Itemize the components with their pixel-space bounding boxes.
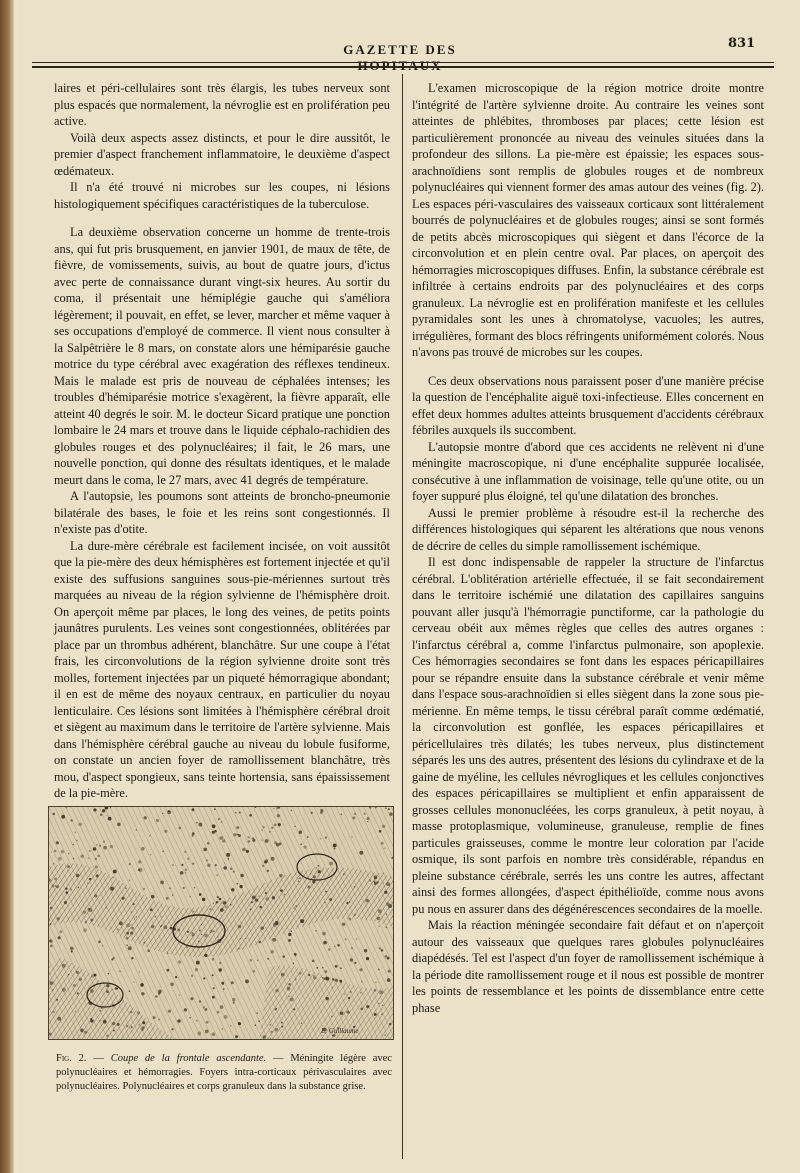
- running-title: GAZETTE DES HOPITAUX: [343, 42, 457, 73]
- histology-engraving: [49, 807, 393, 1039]
- engraver-signature: E. Guillaume: [321, 1027, 359, 1035]
- caption-label: Fig. 2. —: [56, 1053, 104, 1064]
- header-rule-bottom: [32, 66, 774, 68]
- paragraph: La dure-mère cérébrale est facilement incisée, on voit aussitôt que la pie-mère des deux hémisphères est fortement injectée et qu'il existe des suffusions sanguines sous-pie-mériennes surtout très marquées au niveau de la région sylvienne de l'hémisphère droit. On aperçoit même par places, le long des veines, de petits points jaunâtres purulents. Les veines sont congestionnées, oblitérées par place par un thrombus adhérent, blanchâtre. Sur une coupe à l'état frais, les circonvolutions de la région sylvienne droite sont très molles, fortement injectées par un piqueté hémorragique abondant; il en est de même des noyaux centraux, en particulier du noyau lenticulaire. Ces lésions sont limitées à l'hémisphère cérébral droit et siègent au maximum dans le territoire de l'artère sylvienne. Mais dans l'hémisphère cérébral gauche au niveau du lobule fusiforme, on constate un ancien foyer de ramollissement blanchâtre, très mou, d'aspect spongieux, sans teinte hortensia, sans épaississement de la pie-mère.: [54, 538, 390, 800]
- paragraph: Il est donc indispensable de rappeler la structure de l'infarctus cérébral. L'oblitération artérielle effectuée, il se fait secondairement dans le territoire ischémié une dilatation des capillaires sanguins pouvant aller jusqu'à l'hémorragie punctiforme, car la pathologie du cerveau obéit aux mêmes règles que celles des autres organes : l'infarctus cérébral a, comme l'infarctus pulmonaire, son apoplexie. Ces hémorragies secondaires se font dans les espaces péricapillaires pour se répandre ensuite dans la substance cérébrale et venir même dans l'espace sous-arachnoïdien si elles siègent dans la zone sous pie-mérienne. En même temps, le tissu cérébral paraît comme œdématié, la circonvolution est gonflée, les espaces péricapillaires et péricellulaires très dilatés; les tubes nerveux, plus distinctement séparés les uns des autres, présentent des lésions du cylindraxe et de la gaine de myéline, les cellules névrogliques et les cellules conjonctives des espaces péricapillaires se multiplient et enfin apparaissent de grosses cellules mononucléées, les corps granuleux, à petit noyau, à masse protoplasmique, volumineuse, granuleuse, remplie de fines particules graisseuses, comme le montre leur coloration par l'acide osmique, ils sont parfois en nombre très considérable, répandus en pleine substance cérébrale, serrés les uns contre les autres, affectant ainsi des formes allongées, d'aspect épithélioïde, comme nous avons pu nous en assurer dans des dégénérescences secondaires de la moelle.: [412, 555, 764, 916]
- figure-caption: [56, 1052, 392, 1094]
- paragraph: Il n'a été trouvé ni microbes sur les coupes, ni lésions histologiquement spécifiques caractéristiques de la tuberculose.: [54, 180, 390, 211]
- paragraph: L'autopsie montre d'abord que ces accidents ne relèvent ni d'une méningite macroscopique, ni d'une encéphalite suppurée localisée, consécutive à une inflammation de voisinage, telle qu'une otite, ou un foyer suppuré plus éloigné, tel qu'une dilatation des bronches.: [412, 439, 764, 503]
- histology-figure: [48, 806, 394, 1040]
- caption-title: Coupe de la frontale ascendante.: [110, 1053, 267, 1064]
- left-column: [54, 80, 390, 802]
- paragraph: Aussi le premier problème à résoudre est-il la recherche des différences histologiques qui séparent les altérations que nous venons de décrire de celles du simple ramollissement ischémique.: [412, 505, 764, 553]
- book-binding-edge: [0, 0, 14, 1173]
- caption-text: — Méningite légère avec polynucléaires et hémorragies. Foyers intra-corticaux périvasculaires avec polynucléaires. Polynucléaires et corps granuleux dans la substance grise.: [56, 1053, 393, 1092]
- paragraph: La deuxième observation concerne un homme de trente-trois ans, qui fut pris brusquement, en janvier 1901, de maux de tête, de fièvre, de vomissements, suivis, au bout de quatre jours, d'ictus avec perte de connaissance durant vingt-six heures. Au sortir du coma, il présentait une hémiplégie gauche qui s'améliora légèrement; il pouvait, en effet, se lever, marcher et même vaquer à ses occupations d'employé de commerce. Il vient nous consulter à la Salpêtrière le 8 mars, on constate alors une hémiparésie gauche motrice du type cérébral avec exagération des réflexes tendineux. Mais le malade est pris de nouveau de céphalées intenses; les troubles d'hémiparésie motrice s'exagèrent, la fièvre apparaît, elle atteint 40 degrés le soir. M. le docteur Sicard pratique une ponction lombaire le 24 mars et trouve dans le liquide céphalo-rachidien des globules rouges et des polynucléaires; il fait, le 26 mars, une nouvelle ponction, qui donne des résultats identiques, et le malade meurt dans le coma, le 27 mars, avec 41 degrés de température.: [54, 225, 390, 487]
- page-number: 831: [728, 36, 756, 51]
- paragraph: Mais la réaction méningée secondaire fait défaut et on n'aperçoit autour des vaisseaux que quelques rares globules polynucléaires diapédésés. Tel est l'aspect d'un foyer de ramollissement ischémique à la période dite ramollissement rouge et il nous est possible de montrer les points de ressemblance et les points de dissemblance entre cette phase: [412, 918, 764, 1015]
- column-divider: [402, 74, 403, 1159]
- header-rule-top: [32, 62, 774, 63]
- paragraph: A l'autopsie, les poumons sont atteints de broncho-pneumonie bilatérale des bases, le foie et les reins sont congestionnés. Il n'existe pas d'otite.: [54, 489, 390, 536]
- paragraph: Ces deux observations nous paraissent poser d'une manière précise la question de l'encéphalite aiguë toxi-infectieuse. Elles concernent en effet deux hommes adultes atteints brusquement d'accidents cérébraux fébriles auxquels ils succombent.: [412, 373, 764, 437]
- paragraph: laires et péri-cellulaires sont très élargis, les tubes nerveux sont plus espacés que normalement, la névroglie est en prolifération peu active.: [54, 81, 390, 128]
- paragraph: Voilà deux aspects assez distincts, et pour le dire aussitôt, le premier d'aspect franchement inflammatoire, le deuxième d'aspect œdémateux.: [54, 130, 390, 178]
- right-column: [412, 80, 764, 1016]
- paragraph: L'examen microscopique de la région motrice droite montre l'intégrité de l'artère sylvienne droite. Au contraire les veines sont atteintes de phlébites, thromboses par places; cette lésion est particulièrement prononcée au niveau des veinules situées dans la profondeur des sillons. La pie-mère est épaissie; les espaces sous-arachnoïdiens sont remplis de globules rouges et de nombreux polynucléaires qui viennent former des amas autour des veines (fig. 2). Les espaces péri-vasculaires des vaisseaux corticaux sont littéralement bourrés de polynucléaires et de globules rouges; ainsi se sont formés de petits abcès microscopiques qui siègent et dans l'écorce de la circonvolution et en plein centre oval. Par places, on aperçoit des hémorragies microscopiques diffuses. Enfin, la substance cérébrale est infiltrée à certains endroits par des polynucléaires et des corps granuleux. La névroglie est en prolifération manifeste et les cellules pyramidales sont les unes à chromatolyse, vacuoles; les autres, irrégulières, formant des blocs réfringents uniformément colorés. Nous n'avons pas trouvé de microbes sur les coupes.: [412, 81, 764, 359]
